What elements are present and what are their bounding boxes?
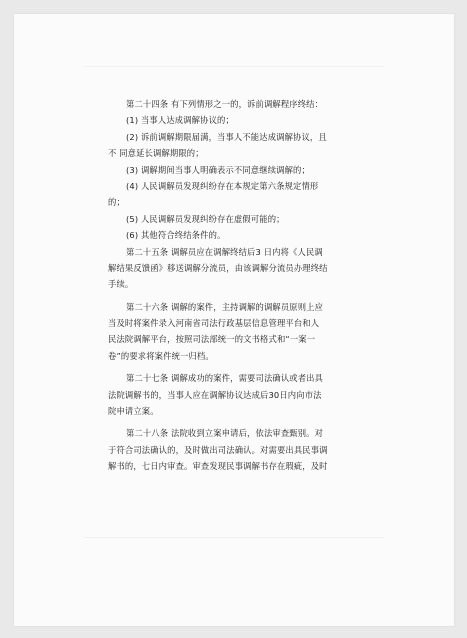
scan-bottom-edge	[84, 537, 384, 538]
article-26-line-1: 第二十六条 调解的案件，主持调解的调解员原则上应	[126, 301, 324, 312]
article-24-item-4-cont: 的；	[108, 197, 125, 208]
article-27-line-2: 法院调解书的，当事人应在调解协议达成后30日内向市法	[108, 389, 322, 400]
article-24-item-5: (5) 人民调解员发现纠纷存在虚假可能的；	[126, 213, 285, 224]
article-24-item-1: (1) 当事人达成调解协议的；	[126, 115, 234, 126]
article-28-line-2: 于符合司法确认的，及时做出司法确认。对需要出具民事调	[108, 444, 328, 455]
article-27-line-1: 第二十七条 调解成功的案件，需要司法确认或者出具	[126, 373, 324, 384]
article-24-item-4: (4) 人民调解员发现纠纷存在本规定第六条规定情形	[126, 180, 319, 191]
article-26-line-4: 卷”的要求将案件统一归档。	[108, 350, 214, 361]
article-24-item-3: (3) 调解期间当事人明确表示不同意继续调解的；	[126, 164, 310, 175]
scan-top-edge	[84, 66, 384, 67]
article-27-line-3: 院申请立案。	[108, 406, 159, 417]
article-26-line-3: 民法院调解平台，按照司法部统一的文书格式和“一案一	[108, 334, 316, 345]
article-24-heading: 第二十四条 有下列情形之一的，诉前调解程序终结：	[126, 99, 324, 109]
article-28-line-1: 第二十八条 法院收到立案申请后，依法审查甄别。对	[126, 428, 324, 439]
article-24-item-2-cont: 不 同意延长调解期限的；	[108, 148, 204, 159]
article-25-line-1: 第二十五条 调解员应在调解终结后3 日内将《人民调	[126, 246, 323, 257]
article-28-line-3: 解书的，七日内审查。审查发现民事调解书存在瑕疵，及时	[108, 461, 328, 472]
article-24-item-2: (2) 诉前调解期限届满，当事人不能达成调解协议，且	[126, 131, 327, 142]
article-25-line-3: 手续。	[108, 279, 134, 290]
article-25-line-2: 解结果反馈函》移送调解分流员，由该调解分流员办理终结	[108, 262, 328, 273]
article-26-line-2: 当及时将案件录入河南省司法行政基层信息管理平台和人	[108, 318, 320, 329]
document-body	[108, 96, 370, 475]
article-24-item-6: (6) 其他符合终结条件的。	[126, 230, 226, 241]
